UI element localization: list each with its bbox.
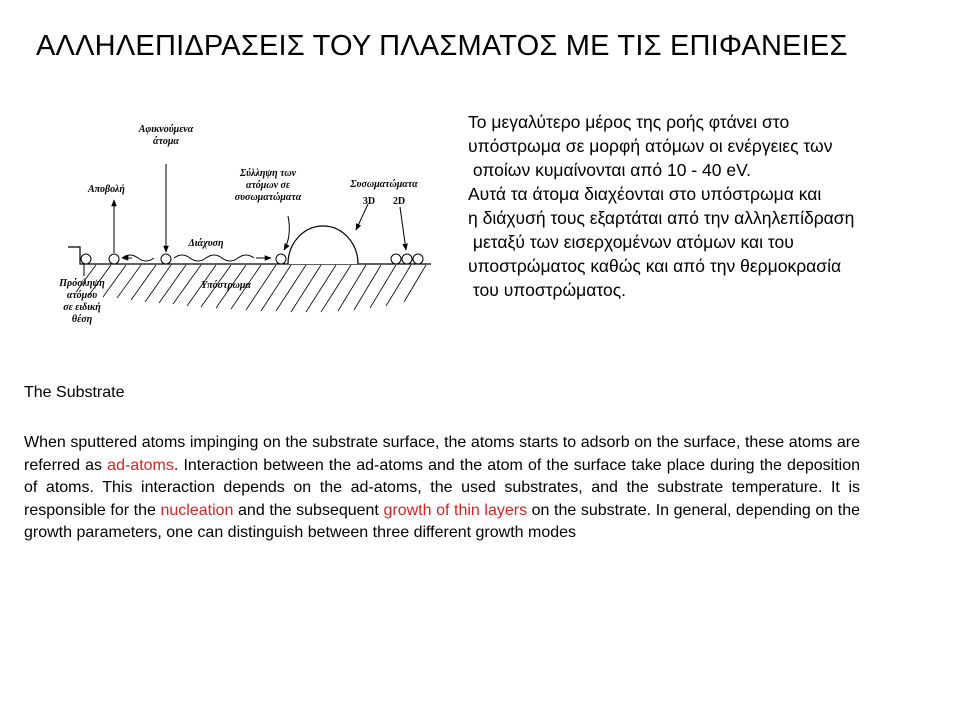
adatom-process-diagram bbox=[56, 112, 446, 352]
label-binding-1: Πρόσληψη bbox=[59, 278, 105, 289]
label-diffusion: Διάχυση bbox=[188, 238, 224, 249]
diffusion-path bbox=[122, 255, 254, 261]
cluster-3d-dome bbox=[288, 226, 358, 264]
intro-text bbox=[468, 110, 960, 302]
label-binding-3: σε ειδική bbox=[63, 302, 101, 313]
body-segment: . Interaction between the ad-atoms and the atom of the surface take place during the deposition of atoms. This interaction depends on the ad-atoms, the used substrates, and the substrate temperature. It is responsible for the bbox=[24, 456, 861, 519]
section-body bbox=[24, 432, 860, 545]
intro-line: μεταξύ των εισερχομένων ατόμων και του bbox=[468, 232, 794, 252]
label-binding-4: θέση bbox=[71, 314, 93, 325]
label-cluster-3d: 3D bbox=[362, 196, 376, 207]
label-clusters: Συσωματώματα bbox=[350, 179, 418, 190]
label-substrate: Υπόστρωμα bbox=[201, 280, 251, 291]
label-emission: Αποβολή bbox=[88, 184, 125, 195]
label-capture-2: ατόμων σε bbox=[245, 180, 291, 191]
label-arriving-2: άτομα bbox=[153, 136, 179, 147]
cluster-2d-arrow bbox=[400, 207, 406, 250]
substrate-hatching bbox=[76, 265, 426, 312]
intro-line: υπόστρωμα σε μορφή ατόμων οι ενέργειες των bbox=[468, 136, 833, 156]
highlight-adatoms: ad-atoms bbox=[107, 456, 174, 474]
intro-line: Το μεγαλύτερο μέρος της ροής φτάνει στο bbox=[468, 112, 790, 132]
label-cluster-2d: 2D bbox=[392, 196, 406, 207]
slide-title: ΑΛΛΗΛΕΠΙΔΡΑΣΕΙΣ ΤΟΥ ΠΛΑΣΜΑΤΟΣ ΜΕ ΤΙΣ ΕΠΙΦΑΝΕΙΕΣ bbox=[36, 30, 848, 62]
intro-line: του υποστρώματος. bbox=[468, 280, 627, 300]
intro-line: Αυτά τα άτομα διαχέονται στο υπόστρωμα και bbox=[468, 184, 822, 204]
label-binding-2: ατόμου bbox=[66, 290, 98, 301]
body-segment: and the subsequent bbox=[233, 501, 384, 519]
cluster-3d-arrow bbox=[356, 204, 368, 230]
intro-line: οποίων κυμαίνονται από 10 - 40 eV. bbox=[468, 160, 752, 180]
label-arriving-1: Αφικνούμενα bbox=[138, 124, 194, 135]
intro-line: υποστρώματος καθώς και από την θερμοκρασία bbox=[468, 256, 842, 276]
highlight-growth: growth of thin layers bbox=[383, 501, 528, 519]
capture-arrow bbox=[284, 216, 289, 250]
intro-line: η διάχυσή τους εξαρτάται από την αλληλεπίδραση bbox=[468, 208, 855, 228]
label-capture-1: Σύλληψη των bbox=[239, 168, 297, 179]
highlight-nucleation: nucleation bbox=[160, 501, 234, 519]
body-segment: When sputtered atoms impinging on the substrate surface, the atoms starts to adsorb on the surface, these atoms are referred as bbox=[24, 434, 860, 474]
body-segment: on the substrate. In general, depending on the growth parameters, one can distinguish between three different growth modes bbox=[24, 501, 861, 541]
label-capture-3: συσωματώματα bbox=[234, 192, 302, 203]
section-heading: The Substrate bbox=[24, 384, 125, 401]
